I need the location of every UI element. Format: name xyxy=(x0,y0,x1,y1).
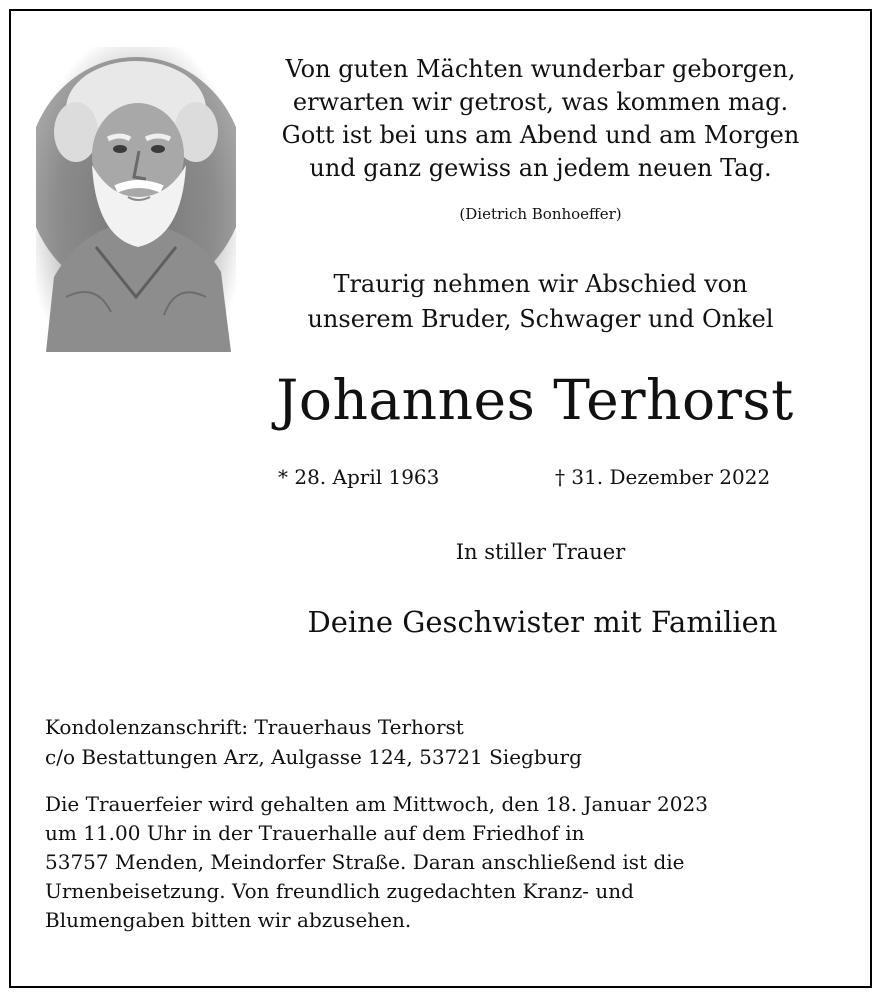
birth-date: * 28. April 1963 xyxy=(278,465,440,489)
address-line: c/o Bestattungen Arz, Aulgasse 124, 53721 Siegburg xyxy=(45,745,582,769)
family-signature: Deine Geschwister mit Familien xyxy=(307,605,778,639)
poem-line: Gott ist bei uns am Abend und am Morgen xyxy=(281,121,800,149)
poem-line: und ganz gewiss an jedem neuen Tag. xyxy=(309,154,772,182)
bonhoeffer-poem xyxy=(248,53,833,185)
ceremony-details xyxy=(45,790,708,935)
poem-line: Von guten Mächten wunderbar geborgen, xyxy=(285,55,796,83)
portrait-photo xyxy=(36,47,236,352)
ceremony-line: Blumengaben bitten wir abzusehen. xyxy=(45,908,412,932)
ceremony-line: Urnenbeisetzung. Von freundlich zugedachten Kranz- und xyxy=(45,879,634,903)
mourning-line: In stiller Trauer xyxy=(455,540,626,564)
condolence-address xyxy=(45,712,582,772)
deceased-name: Johannes Terhorst xyxy=(276,368,794,432)
ceremony-line: Die Trauerfeier wird gehalten am Mittwoch, den 18. Januar 2023 xyxy=(45,792,708,816)
death-date: † 31. Dezember 2022 xyxy=(555,465,771,489)
poem-line: erwarten wir getrost, was kommen mag. xyxy=(292,88,789,116)
portrait-illustration xyxy=(36,47,236,352)
ceremony-line: 53757 Menden, Meindorfer Straße. Daran anschließend ist die xyxy=(45,850,685,874)
farewell-intro xyxy=(248,267,833,337)
intro-line: Traurig nehmen wir Abschied von xyxy=(333,270,748,298)
address-line: Kondolenzanschrift: Trauerhaus Terhorst xyxy=(45,715,464,739)
poem-author: (Dietrich Bonhoeffer) xyxy=(459,205,622,223)
ceremony-line: um 11.00 Uhr in der Trauerhalle auf dem Friedhof in xyxy=(45,821,585,845)
intro-line: unserem Bruder, Schwager und Onkel xyxy=(307,305,774,333)
